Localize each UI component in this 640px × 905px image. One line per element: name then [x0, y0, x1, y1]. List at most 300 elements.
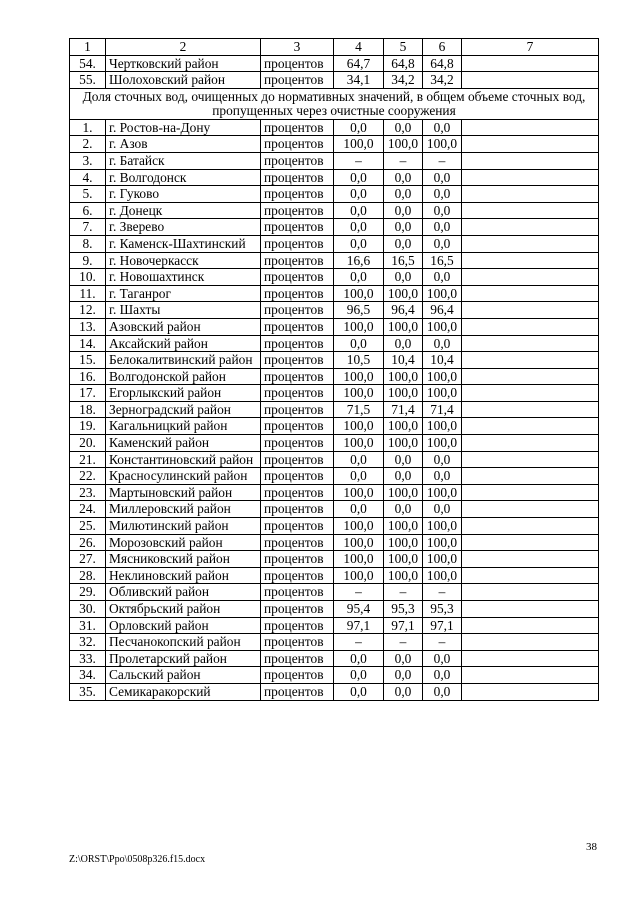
row-value-6: 97,1 [423, 617, 462, 634]
row-value-5: 0,0 [384, 119, 423, 136]
table-row [70, 451, 599, 468]
row-unit: процентов [261, 683, 334, 700]
row-name: г. Зверево [106, 219, 261, 236]
row-value-4: 100,0 [334, 318, 384, 335]
row-name: Егорлыкский район [106, 385, 261, 402]
row-number: 27. [70, 551, 106, 568]
row-name: Чертковский район [106, 55, 261, 72]
row-number: 33. [70, 650, 106, 667]
row-value-5: 100,0 [384, 285, 423, 302]
header-cell: 3 [261, 39, 334, 56]
table-row [70, 219, 599, 236]
row-value-4: 0,0 [334, 468, 384, 485]
row-value-7 [462, 55, 599, 72]
section-title: Доля сточных вод, очищенных до нормативных значений, в общем объеме сточных вод, пропущенных через очистные сооружения [70, 88, 599, 119]
row-value-7 [462, 119, 599, 136]
row-number: 26. [70, 534, 106, 551]
table-row [70, 617, 599, 634]
row-value-7 [462, 501, 599, 518]
row-unit: процентов [261, 318, 334, 335]
row-name: г. Волгодонск [106, 169, 261, 186]
row-value-7 [462, 584, 599, 601]
row-name: Милютинский район [106, 518, 261, 535]
row-value-4: 0,0 [334, 169, 384, 186]
row-value-4: 95,4 [334, 601, 384, 618]
row-value-7 [462, 235, 599, 252]
table-row [70, 302, 599, 319]
header-cell: 2 [106, 39, 261, 56]
row-value-6: 34,2 [423, 72, 462, 89]
row-value-5: 34,2 [384, 72, 423, 89]
row-value-4: 0,0 [334, 235, 384, 252]
row-value-5: 0,0 [384, 650, 423, 667]
row-value-4: 0,0 [334, 335, 384, 352]
row-unit: процентов [261, 219, 334, 236]
row-unit: процентов [261, 352, 334, 369]
row-value-7 [462, 484, 599, 501]
row-value-6: 0,0 [423, 202, 462, 219]
row-unit: процентов [261, 435, 334, 452]
row-unit: процентов [261, 601, 334, 618]
row-value-7 [462, 418, 599, 435]
row-name: Обливский район [106, 584, 261, 601]
row-value-4: 100,0 [334, 534, 384, 551]
row-value-7 [462, 468, 599, 485]
row-value-5: 100,0 [384, 318, 423, 335]
row-value-4: 71,5 [334, 401, 384, 418]
row-unit: процентов [261, 418, 334, 435]
section-title-row [70, 88, 599, 119]
row-value-5: 0,0 [384, 219, 423, 236]
row-unit: процентов [261, 235, 334, 252]
table-row [70, 667, 599, 684]
table-row [70, 385, 599, 402]
header-cell: 4 [334, 39, 384, 56]
row-value-4: – [334, 152, 384, 169]
row-value-6: 71,4 [423, 401, 462, 418]
row-name: Азовский район [106, 318, 261, 335]
row-name: Миллеровский район [106, 501, 261, 518]
row-number: 16. [70, 368, 106, 385]
row-value-6: 0,0 [423, 650, 462, 667]
table-row [70, 269, 599, 286]
row-value-5: 100,0 [384, 551, 423, 568]
row-number: 34. [70, 667, 106, 684]
row-unit: процентов [261, 335, 334, 352]
row-value-4: 100,0 [334, 136, 384, 153]
row-number: 8. [70, 235, 106, 252]
row-unit: процентов [261, 468, 334, 485]
row-value-5: 100,0 [384, 368, 423, 385]
row-value-4: 100,0 [334, 418, 384, 435]
row-name: Сальский район [106, 667, 261, 684]
row-value-6: 100,0 [423, 551, 462, 568]
row-value-6: 16,5 [423, 252, 462, 269]
row-name: Аксайский район [106, 335, 261, 352]
table-row [70, 136, 599, 153]
row-value-4: 0,0 [334, 650, 384, 667]
row-value-7 [462, 451, 599, 468]
row-value-7 [462, 534, 599, 551]
row-value-5: 100,0 [384, 518, 423, 535]
row-value-7 [462, 401, 599, 418]
row-number: 9. [70, 252, 106, 269]
row-unit: процентов [261, 584, 334, 601]
table-row [70, 551, 599, 568]
row-name: Кагальницкий район [106, 418, 261, 435]
row-value-4: 100,0 [334, 285, 384, 302]
row-unit: процентов [261, 72, 334, 89]
row-value-7 [462, 567, 599, 584]
table-row [70, 401, 599, 418]
row-unit: процентов [261, 501, 334, 518]
row-name: г. Новошахтинск [106, 269, 261, 286]
row-value-6: 100,0 [423, 567, 462, 584]
row-number: 32. [70, 634, 106, 651]
row-number: 11. [70, 285, 106, 302]
row-number: 29. [70, 584, 106, 601]
table-row [70, 418, 599, 435]
row-value-6: 95,3 [423, 601, 462, 618]
row-unit: процентов [261, 285, 334, 302]
table-row [70, 650, 599, 667]
row-value-7 [462, 683, 599, 700]
row-value-6: 100,0 [423, 435, 462, 452]
row-name: г. Каменск-Шахтинский [106, 235, 261, 252]
row-value-4: 0,0 [334, 451, 384, 468]
row-name: Мясниковский район [106, 551, 261, 568]
row-value-4: 96,5 [334, 302, 384, 319]
row-value-5: 0,0 [384, 335, 423, 352]
row-value-5: 71,4 [384, 401, 423, 418]
row-value-7 [462, 368, 599, 385]
row-number: 2. [70, 136, 106, 153]
row-value-6: 0,0 [423, 667, 462, 684]
row-value-7 [462, 601, 599, 618]
row-value-7 [462, 152, 599, 169]
row-value-4: 0,0 [334, 119, 384, 136]
row-number: 3. [70, 152, 106, 169]
row-value-4: 0,0 [334, 202, 384, 219]
table-row [70, 186, 599, 203]
row-number: 31. [70, 617, 106, 634]
row-value-6: 0,0 [423, 501, 462, 518]
row-value-5: 100,0 [384, 385, 423, 402]
row-value-7 [462, 385, 599, 402]
row-value-6: 100,0 [423, 534, 462, 551]
row-value-7 [462, 650, 599, 667]
row-number: 18. [70, 401, 106, 418]
row-value-7 [462, 302, 599, 319]
row-unit: процентов [261, 269, 334, 286]
row-name: Мартыновский район [106, 484, 261, 501]
row-value-4: 97,1 [334, 617, 384, 634]
row-value-5: 0,0 [384, 468, 423, 485]
row-unit: процентов [261, 252, 334, 269]
row-number: 7. [70, 219, 106, 236]
row-number: 1. [70, 119, 106, 136]
row-value-5: 100,0 [384, 484, 423, 501]
table-row [70, 335, 599, 352]
row-value-6: 0,0 [423, 335, 462, 352]
row-value-4: 0,0 [334, 667, 384, 684]
row-value-4: 100,0 [334, 484, 384, 501]
row-unit: процентов [261, 634, 334, 651]
table-row [70, 235, 599, 252]
row-value-5: – [384, 152, 423, 169]
row-value-4: – [334, 584, 384, 601]
row-value-5: 0,0 [384, 683, 423, 700]
row-unit: процентов [261, 385, 334, 402]
row-value-6: 64,8 [423, 55, 462, 72]
row-value-4: 10,5 [334, 352, 384, 369]
row-unit: процентов [261, 401, 334, 418]
row-unit: процентов [261, 169, 334, 186]
row-value-6: 0,0 [423, 235, 462, 252]
row-value-7 [462, 318, 599, 335]
row-value-4: 0,0 [334, 219, 384, 236]
row-value-5: – [384, 584, 423, 601]
row-name: Октябрьский район [106, 601, 261, 618]
row-number: 13. [70, 318, 106, 335]
row-number: 6. [70, 202, 106, 219]
table-row [70, 119, 599, 136]
row-value-6: 0,0 [423, 683, 462, 700]
row-value-7 [462, 252, 599, 269]
row-number: 35. [70, 683, 106, 700]
row-number: 20. [70, 435, 106, 452]
row-value-7 [462, 352, 599, 369]
row-unit: процентов [261, 534, 334, 551]
row-value-4: – [334, 634, 384, 651]
table-row [70, 72, 599, 89]
row-value-4: 100,0 [334, 518, 384, 535]
row-value-6: 0,0 [423, 219, 462, 236]
row-name: Семикаракорский [106, 683, 261, 700]
row-value-4: 100,0 [334, 435, 384, 452]
row-number: 30. [70, 601, 106, 618]
row-number: 21. [70, 451, 106, 468]
row-value-4: 0,0 [334, 501, 384, 518]
row-value-5: 0,0 [384, 202, 423, 219]
row-value-4: 0,0 [334, 269, 384, 286]
row-value-6: 0,0 [423, 186, 462, 203]
row-name: г. Батайск [106, 152, 261, 169]
row-unit: процентов [261, 451, 334, 468]
table-row [70, 534, 599, 551]
row-value-6: 100,0 [423, 484, 462, 501]
row-name: Неклиновский район [106, 567, 261, 584]
row-name: г. Гуково [106, 186, 261, 203]
table-row [70, 468, 599, 485]
row-value-4: 0,0 [334, 186, 384, 203]
row-value-7 [462, 169, 599, 186]
row-name: Орловский район [106, 617, 261, 634]
row-value-7 [462, 72, 599, 89]
row-number: 5. [70, 186, 106, 203]
row-value-6: 100,0 [423, 368, 462, 385]
row-name: г. Азов [106, 136, 261, 153]
table-row [70, 55, 599, 72]
indicator-table [69, 38, 599, 701]
table-row [70, 484, 599, 501]
row-name: Зерноградский район [106, 401, 261, 418]
row-value-5: 100,0 [384, 136, 423, 153]
header-cell: 1 [70, 39, 106, 56]
row-unit: процентов [261, 152, 334, 169]
row-name: Пролетарский район [106, 650, 261, 667]
row-value-5: 10,4 [384, 352, 423, 369]
row-value-6: 100,0 [423, 318, 462, 335]
row-unit: процентов [261, 567, 334, 584]
table-row [70, 567, 599, 584]
row-value-5: 0,0 [384, 169, 423, 186]
row-unit: процентов [261, 551, 334, 568]
table-row [70, 152, 599, 169]
row-value-5: 100,0 [384, 534, 423, 551]
row-name: г. Ростов-на-Дону [106, 119, 261, 136]
row-value-6: 0,0 [423, 119, 462, 136]
row-value-6: 0,0 [423, 169, 462, 186]
row-number: 12. [70, 302, 106, 319]
row-value-4: 0,0 [334, 683, 384, 700]
row-name: Волгодонской район [106, 368, 261, 385]
row-number: 4. [70, 169, 106, 186]
row-value-6: 100,0 [423, 136, 462, 153]
row-value-6: 10,4 [423, 352, 462, 369]
row-unit: процентов [261, 186, 334, 203]
row-unit: процентов [261, 55, 334, 72]
row-value-5: 0,0 [384, 269, 423, 286]
row-number: 25. [70, 518, 106, 535]
row-name: Красносулинский район [106, 468, 261, 485]
table-row [70, 501, 599, 518]
row-value-7 [462, 667, 599, 684]
row-value-6: 0,0 [423, 269, 462, 286]
row-number: 54. [70, 55, 106, 72]
row-value-4: 100,0 [334, 551, 384, 568]
row-value-5: 100,0 [384, 418, 423, 435]
row-value-5: 0,0 [384, 501, 423, 518]
row-unit: процентов [261, 617, 334, 634]
row-value-7 [462, 136, 599, 153]
row-name: Шолоховский район [106, 72, 261, 89]
row-value-7 [462, 518, 599, 535]
row-value-5: 0,0 [384, 451, 423, 468]
table-header-row [70, 39, 599, 56]
table-row [70, 518, 599, 535]
row-value-4: 100,0 [334, 368, 384, 385]
table-row [70, 252, 599, 269]
row-value-7 [462, 219, 599, 236]
page-number: 38 [586, 841, 597, 853]
row-unit: процентов [261, 202, 334, 219]
row-name: г. Новочеркасск [106, 252, 261, 269]
row-value-7 [462, 551, 599, 568]
row-value-5: 100,0 [384, 435, 423, 452]
row-unit: процентов [261, 650, 334, 667]
row-name: Белокалитвинский район [106, 352, 261, 369]
row-value-7 [462, 269, 599, 286]
row-unit: процентов [261, 518, 334, 535]
row-value-6: 100,0 [423, 385, 462, 402]
row-value-7 [462, 335, 599, 352]
row-unit: процентов [261, 484, 334, 501]
row-value-6: – [423, 152, 462, 169]
row-name: г. Донецк [106, 202, 261, 219]
row-unit: процентов [261, 136, 334, 153]
row-number: 10. [70, 269, 106, 286]
row-number: 14. [70, 335, 106, 352]
table-row [70, 202, 599, 219]
row-value-7 [462, 617, 599, 634]
table-row [70, 601, 599, 618]
table-row [70, 352, 599, 369]
row-value-5: 96,4 [384, 302, 423, 319]
row-unit: процентов [261, 368, 334, 385]
row-value-7 [462, 435, 599, 452]
row-unit: процентов [261, 667, 334, 684]
row-value-5: 0,0 [384, 235, 423, 252]
row-value-5: 100,0 [384, 567, 423, 584]
row-value-6: 100,0 [423, 418, 462, 435]
row-number: 23. [70, 484, 106, 501]
row-value-4: 100,0 [334, 385, 384, 402]
row-name: Константиновский район [106, 451, 261, 468]
row-number: 22. [70, 468, 106, 485]
row-value-6: 96,4 [423, 302, 462, 319]
table-row [70, 285, 599, 302]
row-name: Морозовский район [106, 534, 261, 551]
row-value-4: 16,6 [334, 252, 384, 269]
table-row [70, 683, 599, 700]
row-value-4: 34,1 [334, 72, 384, 89]
footer-file-path: Z:\ORST\Ppo\0508p326.f15.docx [69, 854, 206, 865]
row-value-4: 100,0 [334, 567, 384, 584]
row-value-5: – [384, 634, 423, 651]
row-value-6: 0,0 [423, 468, 462, 485]
row-number: 17. [70, 385, 106, 402]
row-value-7 [462, 186, 599, 203]
row-number: 28. [70, 567, 106, 584]
row-value-6: 100,0 [423, 285, 462, 302]
row-number: 19. [70, 418, 106, 435]
row-value-7 [462, 634, 599, 651]
row-value-5: 0,0 [384, 186, 423, 203]
table-row [70, 169, 599, 186]
row-value-6: 0,0 [423, 451, 462, 468]
header-cell: 5 [384, 39, 423, 56]
table-row [70, 584, 599, 601]
row-value-6: – [423, 634, 462, 651]
row-value-7 [462, 202, 599, 219]
row-value-5: 16,5 [384, 252, 423, 269]
row-value-5: 97,1 [384, 617, 423, 634]
table-row [70, 435, 599, 452]
row-number: 24. [70, 501, 106, 518]
row-name: г. Шахты [106, 302, 261, 319]
row-value-7 [462, 285, 599, 302]
row-value-6: 100,0 [423, 518, 462, 535]
table-row [70, 368, 599, 385]
row-name: Каменский район [106, 435, 261, 452]
row-value-5: 64,8 [384, 55, 423, 72]
row-number: 15. [70, 352, 106, 369]
table-row [70, 318, 599, 335]
row-value-4: 64,7 [334, 55, 384, 72]
row-name: Песчанокопский район [106, 634, 261, 651]
row-value-6: – [423, 584, 462, 601]
